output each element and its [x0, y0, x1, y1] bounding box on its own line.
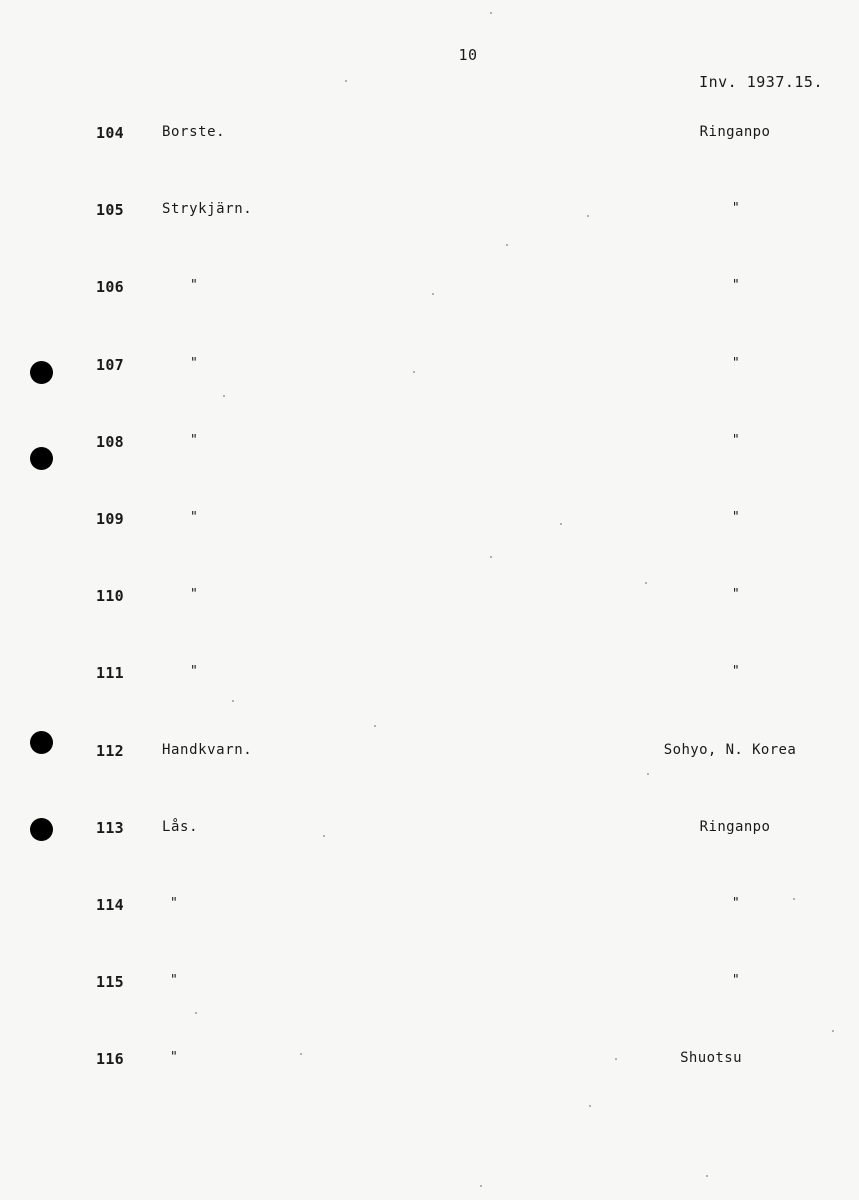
- inventory-reference: Inv. 1937.15.: [699, 73, 823, 91]
- item-origin: Shuotsu: [680, 1050, 742, 1067]
- row-number: 115: [96, 973, 124, 992]
- row-number: 107: [96, 355, 124, 374]
- item-origin: Ringanpo: [699, 124, 771, 140]
- scan-speck: [706, 1175, 708, 1177]
- row-number: 110: [96, 587, 124, 606]
- item-origin: ": [731, 973, 741, 989]
- page-number: 10: [458, 46, 478, 64]
- item-origin: ": [731, 895, 741, 911]
- inventory-row: [0, 356, 859, 433]
- row-number: 113: [96, 818, 124, 837]
- row-number: 105: [96, 201, 124, 220]
- scan-speck: [300, 1053, 302, 1055]
- item-description: ": [190, 355, 199, 371]
- row-number: 106: [96, 278, 124, 297]
- row-number: 111: [96, 664, 124, 683]
- item-description: ": [190, 278, 199, 294]
- scan-speck: [195, 1012, 197, 1014]
- item-description: Lås.: [162, 818, 199, 835]
- scan-speck: [506, 244, 508, 246]
- item-origin: ": [731, 432, 741, 448]
- item-origin: ": [731, 201, 741, 217]
- item-description: ": [170, 895, 179, 911]
- scan-speck: [480, 1185, 482, 1187]
- inventory-row: [0, 896, 859, 973]
- scan-speck: [589, 1105, 591, 1107]
- scan-speck: [615, 1058, 617, 1060]
- item-description: ": [190, 587, 199, 603]
- inventory-row: [0, 587, 859, 664]
- scan-speck: [645, 582, 647, 584]
- scan-speck: [345, 80, 347, 82]
- inventory-row: [0, 742, 859, 819]
- scan-speck: [223, 395, 225, 397]
- item-origin: ": [731, 587, 741, 603]
- scan-speck: [323, 835, 325, 837]
- inventory-list: [0, 124, 859, 1127]
- scan-speck: [587, 215, 589, 217]
- item-description: Handkvarn.: [162, 741, 253, 758]
- scan-speck: [374, 725, 376, 727]
- scan-speck: [560, 523, 562, 525]
- scan-speck: [490, 556, 492, 558]
- item-origin: ": [731, 278, 741, 294]
- item-description: ": [190, 509, 199, 525]
- inventory-row: [0, 664, 859, 741]
- inventory-row: [0, 278, 859, 355]
- row-number: 108: [96, 432, 124, 451]
- scan-speck: [232, 700, 234, 702]
- inventory-row: [0, 124, 859, 201]
- scan-speck: [490, 12, 492, 14]
- inventory-row: [0, 1050, 859, 1127]
- inventory-row: [0, 973, 859, 1050]
- scan-speck: [647, 773, 649, 775]
- item-origin: Sohyo, N. Korea: [663, 741, 797, 758]
- item-description: Borste.: [162, 124, 226, 140]
- inventory-row: [0, 433, 859, 510]
- inventory-row: [0, 510, 859, 587]
- row-number: 114: [96, 895, 124, 914]
- row-number: 112: [96, 741, 124, 760]
- scan-speck: [793, 898, 795, 900]
- inventory-row: [0, 819, 859, 896]
- inventory-row: [0, 201, 859, 278]
- scan-speck: [432, 293, 434, 295]
- item-description: ": [170, 1050, 179, 1066]
- item-description: ": [170, 973, 179, 989]
- item-description: ": [190, 432, 199, 448]
- item-origin: ": [731, 664, 741, 680]
- scan-speck: [832, 1030, 834, 1032]
- item-description: ": [190, 664, 199, 680]
- item-origin: ": [731, 355, 741, 371]
- row-number: 109: [96, 509, 124, 528]
- item-origin: Ringanpo: [699, 818, 771, 835]
- item-description: Strykjärn.: [162, 201, 253, 218]
- row-number: 116: [96, 1050, 124, 1069]
- item-origin: ": [731, 509, 741, 525]
- scan-speck: [413, 371, 415, 373]
- row-number: 104: [96, 124, 124, 142]
